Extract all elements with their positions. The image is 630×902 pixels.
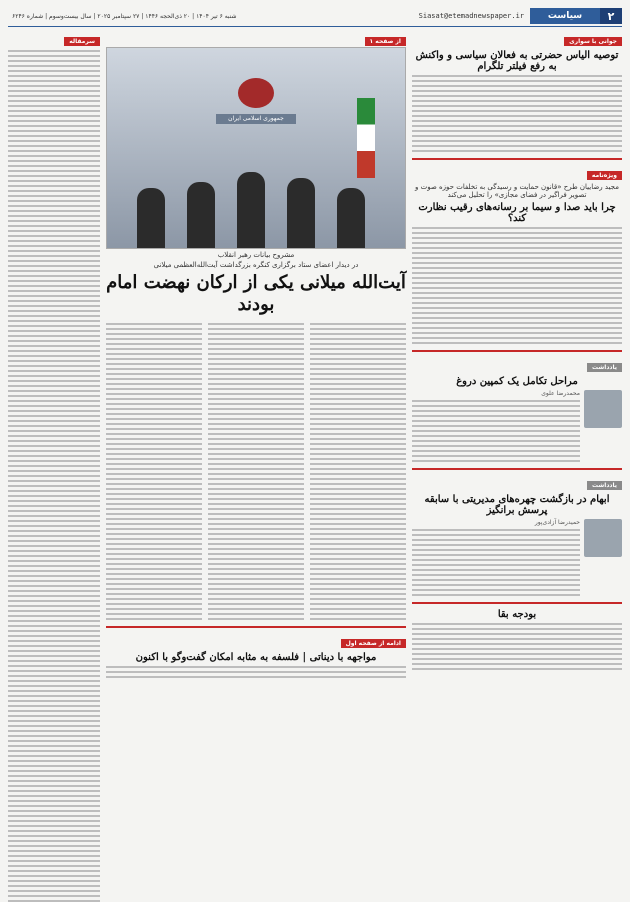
main-body [106,320,406,620]
left-column [8,28,100,813]
tag-2: ویژه‌نامه [587,171,622,180]
person [187,182,215,248]
subheadline: در دیدار اعضای ستاد برگزاری کنگره بزرگداشت آیت‌الله‌العظمی میلانی [153,261,359,269]
photo-banner: جمهوری اسلامی ایران [216,114,296,124]
mid-tag: از صفحه ۱ [365,37,406,46]
person [237,172,265,248]
bottom-tag: ادامه از صفحه اول [341,639,406,648]
author-3: محمدرضا علوی [541,390,580,397]
article-4 [412,468,622,596]
article-4-body [412,529,580,596]
headline-4: ابهام در بازگشت چهره‌های مدیریتی با سابقه پرسش برانگیز [424,494,610,516]
headline-5: بودجه بقا [497,609,537,620]
article-5 [412,602,622,670]
masthead [8,8,622,24]
person [287,178,315,248]
page-number: ۲ [600,8,622,24]
author-4: حمیدرضا آزادی‌پور [534,519,580,526]
main-headline: آیت‌الله میلانی یکی از ارکان نهضت امام بودند [106,272,406,315]
article-3-body [412,400,580,462]
article-5-body [412,623,622,670]
masthead-divider [8,26,622,27]
site-url[interactable]: Siasat@etemadnewspaper.ir [418,12,524,20]
section-label: سیاست [530,8,600,24]
left-tag: سرمقاله [64,37,100,46]
article-2-body [412,227,622,344]
kicker: مشروح بیانات رهبر انقلاب [217,251,295,259]
middle-column [106,28,406,813]
author-3-photo [584,390,622,428]
right-column [412,28,622,813]
tag-3: یادداشت [587,363,622,372]
dateline: شنبه ۶ تیر ۱۴۰۴ | ۲۰ ذی‌الحجه ۱۴۴۶ | ۲۷ سپتامبر ۲۰۲۵ | سال بیست‌وسوم | شماره ۶۲۴۶ [12,12,237,20]
article-1-body [412,75,622,152]
author-4-photo [584,519,622,557]
headline-2: چرا باید صدا و سیما بر رسانه‌های رقیب نظارت کند؟ [418,202,616,224]
flag-icon [357,98,375,178]
tag-4: یادداشت [587,481,622,490]
kicker-2: مجید رضاییان طرح «قانون حمایت و رسیدگی به تخلفات حوزه صوت و تصویر فراگیر در فضای مجازی» را تحلیل می‌کند [415,183,619,199]
article-2 [412,158,622,344]
left-body [8,50,100,902]
person [337,188,365,248]
bottom-article [106,626,406,678]
leader-meeting-photo [106,47,406,249]
headline-3: مراحل تکامل یک کمپین دروغ [456,376,578,387]
emblem-icon [238,78,274,108]
bottom-headline: مواجهه با دیناتی | فلسفه به مثابه امکان گفت‌وگو با اکنون [135,652,377,663]
headline-1: توصیه الیاس حضرتی به فعالان سیاسی و واکنش به رفع فیلتر تلگرام [415,50,619,72]
tag-1: جوانی با سواری [564,37,622,46]
article-3 [412,350,622,462]
person [137,188,165,248]
